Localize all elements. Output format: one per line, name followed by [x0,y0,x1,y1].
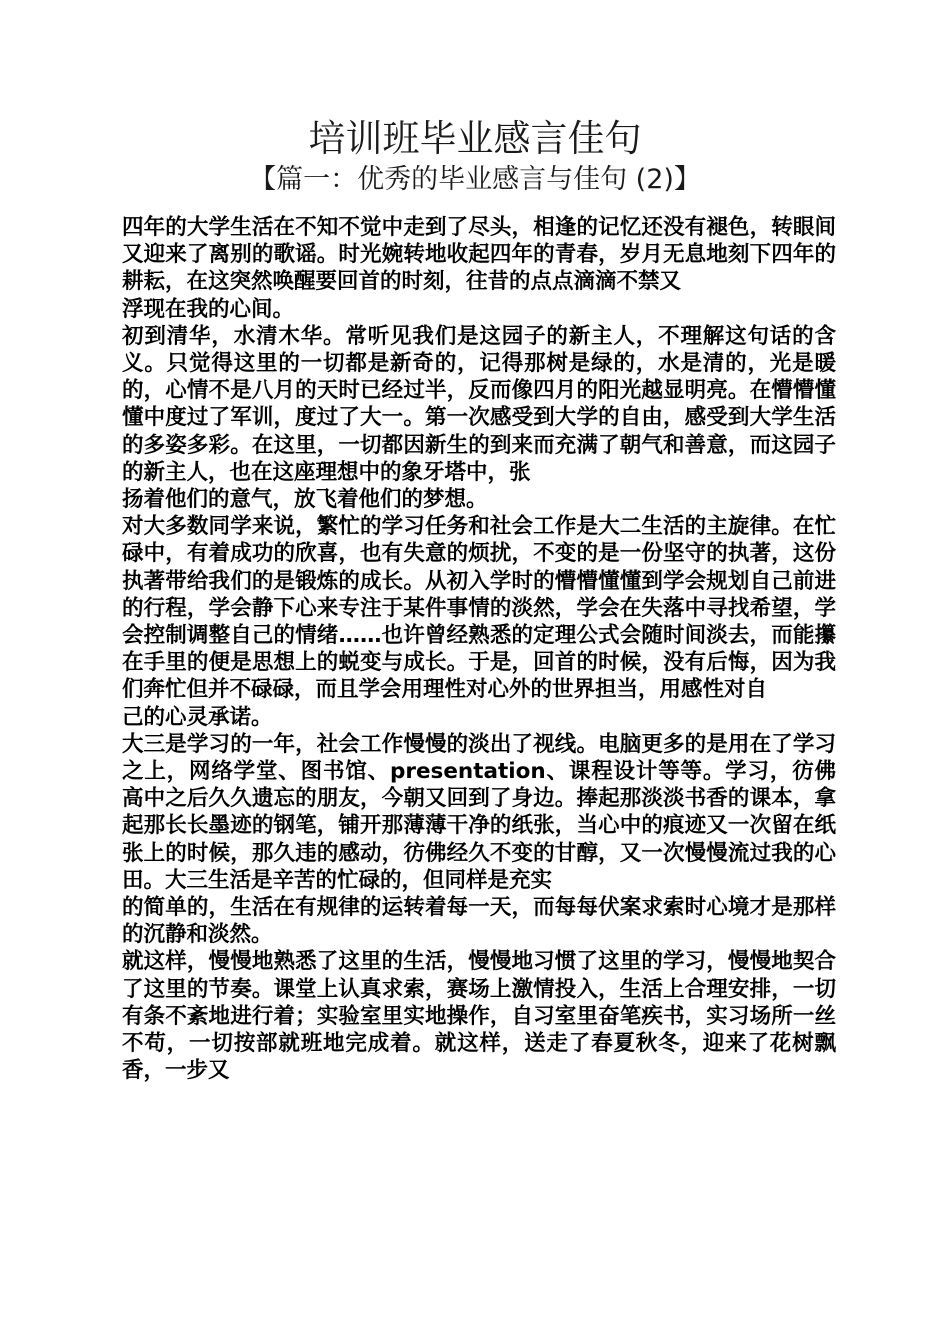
paragraph: 的简单的，生活在有规律的运转着每一天，而每每伏案求索时心境才是那样的沉静和淡然。 [122,895,836,948]
document-title: 培训班毕业感言佳句 [308,117,642,160]
paragraph: 四年的大学生活在不知不觉中走到了尽头，相逢的记忆还没有褪色，转眼间又迎来了离别的歌谣。时光婉转地收起四年的青春，岁月无息地刻下四年的耕耘，在这突然唤醒要回首的时刻，往昔的点点滴滴不禁又 [122,215,836,295]
paragraph: 己的心灵承诺。 [122,704,273,730]
paragraph: 大三是学习的一年，社会工作慢慢的淡出了视线。电脑更多的是用在了学习之上，网络学堂、图书馆、presentation、课程设计等等。学习，彷佛高中之后久久遗忘的朋友，今朝又回到了身边。捧起那淡淡书香的课本，拿起那长长墨迹的钢笔，铺开那薄薄干净的纸张，当心中的痕迹又一次留在纸张上的时候，那久违的感动，彷佛经久不变的甘醇，又一次慢慢流过我的心田。大三生活是辛苦的忙碌的，但同样是充实 [122,731,836,893]
paragraph: 对大多数同学来说，繁忙的学习任务和社会工作是大二生活的主旋律。在忙碌中，有着成功的欣喜，也有失意的烦扰，不变的是一份坚守的执著，这份执著带给我们的是锻炼的成长。从初入学时的懵懵懂懂到学会规划自己前进的行程，学会静下心来专注于某件事情的淡然，学会在失落中寻找希望，学会控制调整自己的情绪……也许曾经熟悉的定理公式会随时间淡去，而能攥在手里的便是思想上的蜕变与成长。于是，回首的时候，没有后悔，因为我们奔忙但并不碌碌，而且学会用理性对心外的世界担当，用感性对自 [122,514,836,703]
paragraph: 初到清华，水清木华。常听见我们是这园子的新主人，不理解这句话的含义。只觉得这里的一切都是新奇的，记得那树是绿的，水是清的，光是暖的，心情不是八月的天时已经过半，反而像四月的阳光越显明亮。在懵懵懂懂中度过了军训，度过了大一。第一次感受到大学的自由，感受到大学生活的多姿多彩。在这里，一切都因新生的到来而充满了朝气和善意，而这园子的新主人，也在这座理想中的象牙塔中，张 [122,323,836,485]
document-body [116,214,836,1085]
paragraph: 扬着他们的意气，放飞着他们的梦想。 [122,487,488,513]
paragraph: 浮现在我的心间。 [122,296,295,322]
paragraph: 就这样，慢慢地熟悉了这里的生活，慢慢地习惯了这里的学习，慢慢地契合了这里的节奏。课堂上认真求索，赛场上激情投入，生活上合理安排，一切有条不紊地进行着；实验室里实地操作，自习室里奋笔疾书，实习场所一丝不苟，一切按部就班地完成着。就这样，送走了春夏秋冬，迎来了花树飘香，一步又 [122,949,836,1084]
document-subtitle: 【篇一：优秀的毕业感言与佳句 (2)】 [249,164,701,195]
